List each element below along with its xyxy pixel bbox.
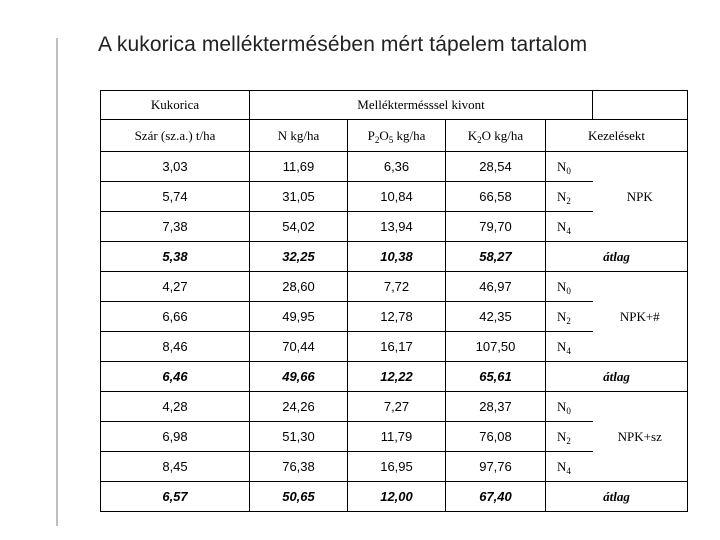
average-row	[101, 362, 688, 392]
cell-n: 51,30	[250, 422, 348, 452]
nutrient-table	[100, 90, 688, 512]
avg-cell-szar: 5,38	[101, 242, 250, 272]
cell-k: 46,97	[446, 272, 546, 302]
cell-n-level: $N_4$	[546, 332, 593, 362]
cell-k: 97,76	[446, 452, 546, 482]
average-row	[101, 482, 688, 512]
avg-cell-k: 58,27	[446, 242, 546, 272]
table-row	[101, 392, 688, 422]
header-kukorica: Kukorica	[101, 91, 250, 120]
cell-k: 28,37	[446, 392, 546, 422]
cell-szar: 7,38	[101, 212, 250, 242]
cell-n: 76,38	[250, 452, 348, 482]
cell-n-level: $N_2$	[546, 302, 593, 332]
cell-n-level: $N_0$	[546, 392, 593, 422]
cell-n: 11,69	[250, 152, 348, 182]
cell-szar: 6,66	[101, 302, 250, 332]
average-row	[101, 242, 688, 272]
avg-cell-k: 65,61	[446, 362, 546, 392]
cell-szar: 4,28	[101, 392, 250, 422]
cell-k: 79,70	[446, 212, 546, 242]
header-n: N kg/ha	[250, 120, 348, 152]
cell-p: 7,72	[348, 272, 446, 302]
cell-n-level: $N_2$	[546, 422, 593, 452]
avg-cell-szar: 6,57	[101, 482, 250, 512]
cell-n-level: $N_0$	[546, 152, 593, 182]
cell-p: 6,36	[348, 152, 446, 182]
avg-cell-p: 12,00	[348, 482, 446, 512]
header-k2o: $K_2O$ kg/ha	[446, 120, 546, 152]
header-blank	[593, 91, 688, 120]
average-label: átlag	[546, 482, 688, 512]
cell-p: 12,78	[348, 302, 446, 332]
avg-cell-k: 67,40	[446, 482, 546, 512]
cell-szar: 8,45	[101, 452, 250, 482]
cell-szar: 5,74	[101, 182, 250, 212]
avg-cell-n: 32,25	[250, 242, 348, 272]
cell-p: 7,27	[348, 392, 446, 422]
cell-k: 66,58	[446, 182, 546, 212]
left-frame-line	[56, 38, 58, 526]
page-title: A kukorica melléktermésében mért tápelem tartalom	[98, 33, 588, 56]
header-kezelesek: Kezelésekt	[546, 120, 688, 152]
cell-szar: 8,46	[101, 332, 250, 362]
cell-szar: 3,03	[101, 152, 250, 182]
cell-p: 11,79	[348, 422, 446, 452]
cell-n: 70,44	[250, 332, 348, 362]
cell-n: 28,60	[250, 272, 348, 302]
cell-k: 28,54	[446, 152, 546, 182]
cell-p: 10,84	[348, 182, 446, 212]
cell-k: 76,08	[446, 422, 546, 452]
cell-k: 107,50	[446, 332, 546, 362]
average-label: átlag	[546, 362, 688, 392]
header-row-2	[101, 120, 688, 152]
average-label: átlag	[546, 242, 688, 272]
cell-k: 42,35	[446, 302, 546, 332]
cell-n: 49,95	[250, 302, 348, 332]
avg-cell-n: 50,65	[250, 482, 348, 512]
header-mellektermes: Melléktermésssel kivont	[250, 91, 593, 120]
cell-n-level: $N_4$	[546, 452, 593, 482]
header-p2o5: $P_2O_5$ kg/ha	[348, 120, 446, 152]
cell-n: 31,05	[250, 182, 348, 212]
header-szar: Szár (sz.a.) t/ha	[101, 120, 250, 152]
cell-treatment: NPK+#	[593, 272, 688, 362]
avg-cell-szar: 6,46	[101, 362, 250, 392]
table-row	[101, 152, 688, 182]
header-row-1	[101, 91, 688, 120]
avg-cell-p: 10,38	[348, 242, 446, 272]
cell-treatment: NPK	[593, 152, 688, 242]
avg-cell-n: 49,66	[250, 362, 348, 392]
cell-szar: 6,98	[101, 422, 250, 452]
cell-szar: 4,27	[101, 272, 250, 302]
cell-n-level: $N_4$	[546, 212, 593, 242]
cell-p: 16,17	[348, 332, 446, 362]
cell-p: 13,94	[348, 212, 446, 242]
cell-treatment: NPK+sz	[593, 392, 688, 482]
cell-n: 24,26	[250, 392, 348, 422]
cell-p: 16,95	[348, 452, 446, 482]
cell-n-level: $N_0$	[546, 272, 593, 302]
table-row	[101, 272, 688, 302]
avg-cell-p: 12,22	[348, 362, 446, 392]
cell-n: 54,02	[250, 212, 348, 242]
cell-n-level: $N_2$	[546, 182, 593, 212]
